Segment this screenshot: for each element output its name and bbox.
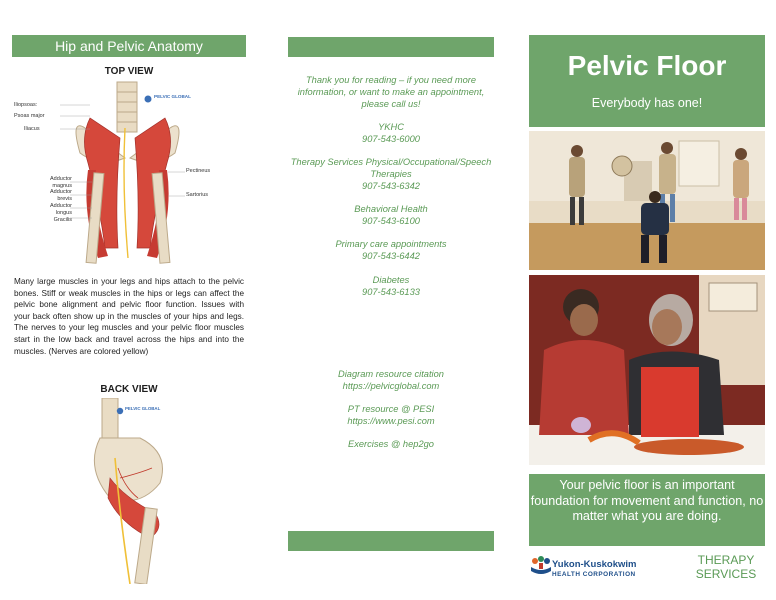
contact-ykhc (290, 122, 492, 146)
resource-title[interactable]: Exercises @ hep2go (348, 439, 434, 449)
brochure-subtitle: Everybody has one! (591, 96, 703, 110)
anatomy-description: Many large muscles in your legs and hips attach to the pelvic bones. Stiff or weak muscles in the hips or legs can affect the pelvic bone alignment and pelvic floor function. Issues with your back often show up in the muscles of your hips and legs. The nerves to your leg muscles and your pelvic floor muscles start in the low back and travel across the hips and into the muscles. (Nerves are colored yellow) (14, 277, 244, 356)
pelvic-floor-message: Your pelvic floor is an important foundation for movement and function, no matter what you are doing. (530, 478, 764, 523)
contact-name: YKHC (378, 122, 404, 132)
contact-primary-care (290, 239, 492, 263)
contact-therapy-services (290, 157, 492, 192)
department-line1: THERAPY (697, 553, 755, 567)
label-pectineus: Pectineus (186, 168, 211, 174)
contact-intro: Thank you for reading – if you need more information, or want to make an appointment, please call us! (297, 75, 485, 109)
label-iliopsoas: Iliopsoas: (14, 102, 38, 108)
label-iliacus: Iliacus (24, 126, 40, 132)
label-adductor-magnus: Adductor magnus (49, 176, 72, 189)
anatomy-panel-title: Hip and Pelvic Anatomy (12, 35, 246, 57)
organization-name-line2: HEALTH CORPORATION (552, 571, 636, 578)
resource-title: PT resource @ PESI (347, 404, 435, 414)
back-view-anatomy-illustration (80, 398, 190, 584)
contact-phone[interactable]: 907-543-6100 (362, 215, 420, 226)
pelvic-global-logo: PELVIC GLOBAL (154, 94, 191, 99)
contact-name: Behavioral Health (354, 204, 428, 214)
contact-phone[interactable]: 907-543-6133 (362, 286, 420, 297)
resource-title: Diagram resource citation (338, 369, 444, 379)
organization-name-line1: Yukon-Kuskokwim (552, 559, 637, 570)
label-gracilis: Gracilis (53, 217, 72, 223)
label-psoas-major: Psoas major (14, 113, 45, 119)
contact-name: Diabetes (372, 275, 410, 285)
contact-behavioral-health (290, 204, 492, 228)
contact-phone[interactable]: 907-543-6342 (362, 180, 420, 191)
label-sartorius: Sartorius (186, 192, 209, 198)
dance-photo (529, 131, 765, 270)
resource-pesi (290, 404, 492, 428)
organization-name (552, 560, 636, 580)
ykhc-logo-icon (529, 555, 553, 577)
contact-name: Primary care appointments (335, 239, 447, 249)
department-name (686, 553, 766, 581)
resource-link[interactable]: https://pelvicglobal.com (342, 380, 440, 391)
middle-top-bar (288, 37, 494, 57)
contact-name: Therapy Services Physical/Occupational/Speech Therapies (290, 157, 492, 179)
brochure-title: Pelvic Floor (567, 50, 727, 81)
resource-link[interactable]: https://www.pesi.com (347, 415, 435, 426)
label-adductor-brevis: Adductor brevis (49, 189, 72, 202)
resource-diagram-citation (290, 369, 492, 393)
top-view-label: TOP VIEW (104, 66, 154, 77)
pelvic-global-logo-back: PELVIC GLOBAL (125, 406, 161, 411)
contact-phone[interactable]: 907-543-6442 (362, 250, 420, 261)
fish-cutting-photo (529, 275, 765, 465)
department-line2: SERVICES (695, 567, 757, 581)
contact-diabetes (290, 275, 492, 299)
label-adductor-longus: Adductor longus (49, 203, 72, 216)
resource-hep2go (290, 439, 492, 451)
back-view-label: BACK VIEW (100, 384, 158, 395)
middle-bottom-bar (288, 531, 494, 551)
contact-phone[interactable]: 907-543-6000 (362, 133, 420, 144)
